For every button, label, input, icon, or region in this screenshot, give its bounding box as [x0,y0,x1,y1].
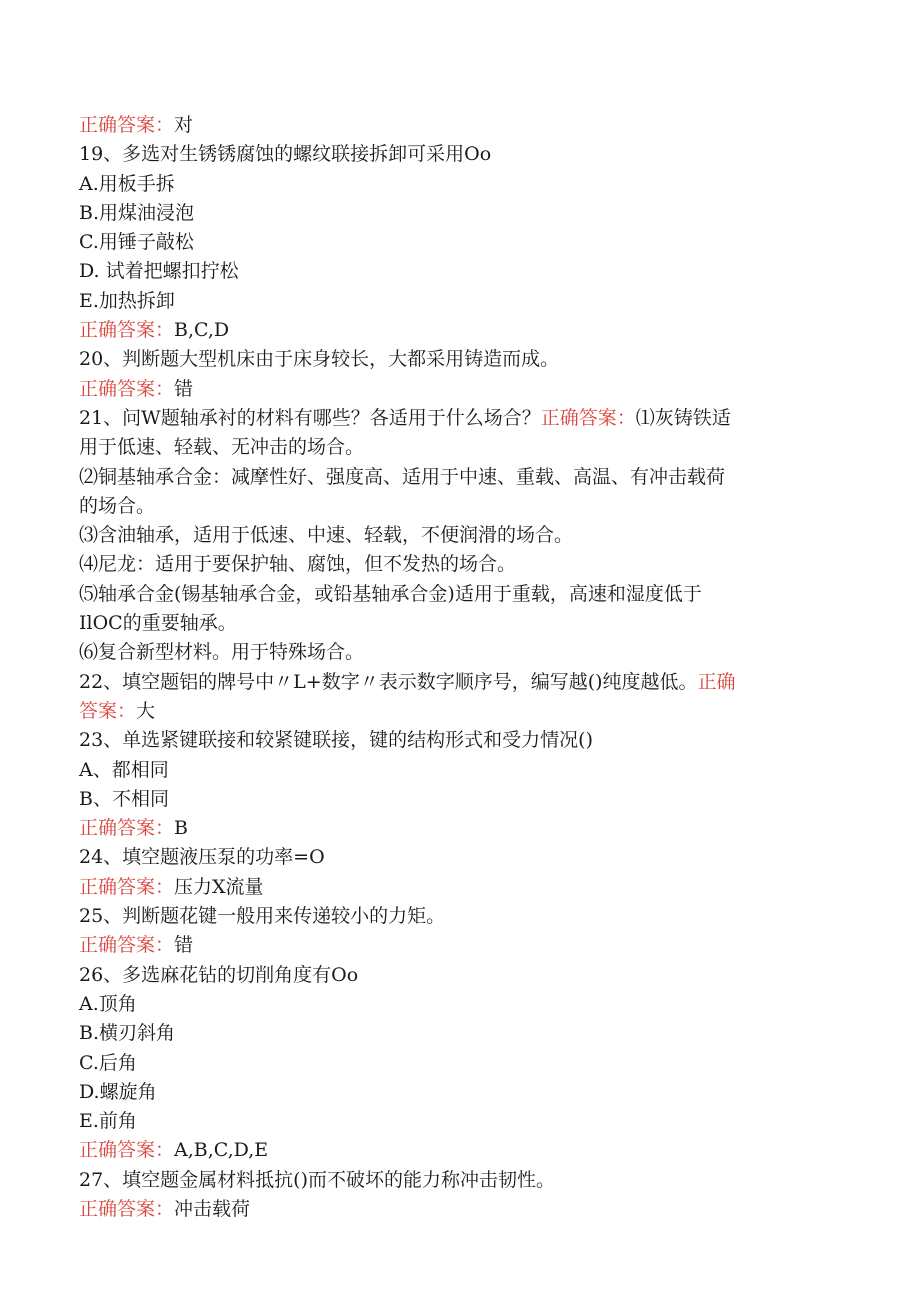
text-line: IlOC的重要轴承。 [79,612,237,635]
question-with-answer-line [79,404,819,433]
answer-label: 正确答案： [79,377,175,400]
answer-value: 错 [174,377,194,400]
text-line: 19、多选对生锈锈腐蚀的螺纹联接拆卸可采用Oo [79,143,492,166]
text-line: 20、判断题大型机床由于床身较长，大都采用铸造而成。 [79,348,560,371]
text-line: 23、单选紧键联接和较紧键联接，键的结构形式和受力情况() [79,729,594,752]
answer-label: 正确答案： [79,817,175,840]
answer-label: 正确答案： [79,1139,175,1162]
answer-label-end: 答案： [79,699,137,722]
text-line: A.顶角 [79,992,137,1015]
question-text: 21、问W题轴承衬的材料有哪些？各适用于什么场合？ [79,406,541,429]
text-line: B.用煤油浸泡 [79,201,195,224]
answer-line [79,1136,819,1165]
answer-value: 大 [136,699,156,722]
text-line: ⑹复合新型材料。用于特殊场合。 [79,641,365,664]
answer-line [79,375,819,404]
document-body [79,111,819,1224]
answer-value: 压力X流量 [174,875,264,898]
answer-label-start: 正确 [697,670,736,693]
answer-label: 正确答案： [540,406,636,429]
answer-label: 正确答案： [79,319,175,342]
answer-value: B [174,817,188,840]
text-line: 用于低速、轻载、无冲击的场合。 [79,436,365,459]
text-line: C.后角 [79,1051,137,1074]
text-line: B.横刃斜角 [79,1022,176,1045]
answer-label: 正确答案： [79,875,175,898]
answer-line [79,814,819,843]
text-line: A、都相同 [79,758,169,781]
question-text: 22、填空题铝的牌号中〃L+数字〃表示数字顺序号，编写越()纯度越低。 [79,670,698,693]
answer-line [79,931,819,960]
text-line: D. 试着把螺扣拧松 [79,260,239,283]
answer-value: 错 [174,934,194,957]
answer-line [79,873,819,902]
answer-line [79,697,819,726]
answer-value: B,C,D [174,319,230,342]
text-line: E.加热拆卸 [79,289,175,312]
answer-line [79,316,819,345]
text-line: C.用锤子敲松 [79,231,194,254]
text-line: E.前角 [79,1110,137,1133]
text-line: ⑷尼龙：适用于要保护轴、腐蚀，但不发热的场合。 [79,553,517,576]
text-line: ⑵铜基轴承合金：减摩性好、强度高、适用于中速、重载、高温、有冲击载荷 [79,465,726,488]
text-line: 的场合。 [79,494,156,517]
text-line: A.用板手拆 [79,172,175,195]
answer-value: A,B,C,D,E [174,1139,269,1162]
answer-value: 冲击载荷 [174,1197,251,1220]
text-line: 24、填空题液压泵的功率=O [79,846,325,869]
answer-value: 对 [174,114,194,136]
answer-label: 正确答案： [79,934,175,957]
text-line: B、不相同 [79,787,169,810]
question-line [79,668,819,697]
answer-label: 正确答案： [79,114,175,136]
text-line: ⑸轴承合金(锡基轴承合金，或铅基轴承合金)适用于重载，高速和湿度低于 [79,582,702,605]
answer-value: ⑴灰铸铁适 [635,406,731,429]
answer-line [79,111,819,140]
text-line: D.螺旋角 [79,1080,157,1103]
text-line: ⑶含油轴承，适用于低速、中速、轻载，不便润滑的场合。 [79,524,574,547]
text-line: 27、填空题金属材料抵抗()而不破坏的能力称冲击韧性。 [79,1168,556,1191]
answer-label: 正确答案： [79,1197,175,1220]
text-line: 26、多选麻花钻的切削角度有Oo [79,963,359,986]
answer-line [79,1195,819,1224]
text-line: 25、判断题花键一般用来传递较小的力矩。 [79,905,446,928]
